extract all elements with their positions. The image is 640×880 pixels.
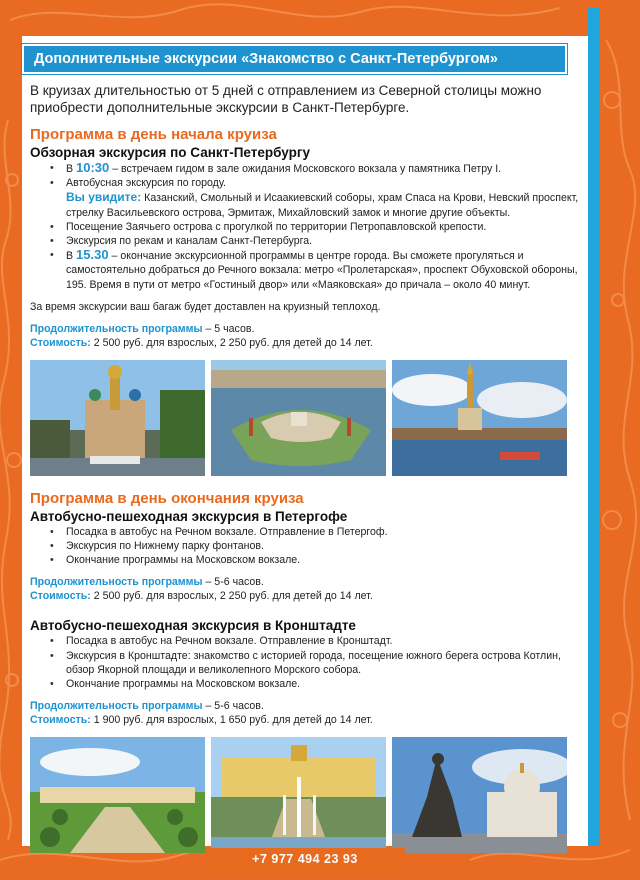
page-title: Дополнительные экскурсии «Знакомство с Санкт-Петербургом» (22, 44, 567, 74)
list-item: • Посадка в автобус на Речном вокзале. Отправление в Петергоф. (50, 525, 580, 539)
list-item: • Экскурсия по рекам и каналам Санкт-Петербурга. (50, 234, 580, 248)
peterhof-tour-list (50, 525, 580, 568)
peterhof-palace-fountains-photo (211, 737, 386, 853)
church-photo (30, 360, 205, 476)
intro-text: В круизах длительностью от 5 дней с отправлением из Северной столицы можно приобрести дополнительные экскурсии в Санкт-Петербурге. (30, 83, 542, 115)
list-item: • Посадка в автобус на Речном вокзале. Отправление в Кронштадт. (50, 634, 580, 648)
city-tour-title: Обзорная экскурсия по Санкт-Петербургу (30, 145, 310, 160)
list-item: • Посещение Заячьего острова с прогулкой по территории Петропавловской крепости. (50, 220, 580, 234)
kronstadt-tour-list (50, 634, 580, 691)
peterhof-park-photo (30, 737, 205, 853)
price-line: Стоимость: 2 500 руб. для взрослых, 2 250 руб. для детей до 14 лет. (30, 590, 373, 603)
start-program-heading: Программа в день начала круиза (30, 126, 277, 143)
end-photos-row (30, 737, 567, 853)
list-item: • В 10:30 – встречаем гидом в зале ожидания Московского вокзала у памятника Петру I. (50, 161, 580, 176)
duration-line: Продолжительность программы – 5-6 часов. (30, 576, 264, 589)
list-item: • Окончание программы на Московском вокзале. (50, 677, 580, 691)
start-time: 10:30 (76, 160, 110, 175)
luggage-note: За время экскурсии ваш багаж будет доставлен на круизный теплоход. (30, 300, 381, 313)
end-program-heading: Программа в день окончания круиза (30, 489, 304, 507)
list-item: • Экскурсия в Кронштадте: знакомство с историей города, посещение южного берега острова Котлин, обзор Якорной площади и великолепного Морского собора. (50, 649, 580, 677)
spit-of-vasilyevsky-photo (211, 360, 386, 476)
list-item: • Экскурсия по Нижнему парку фонтанов. (50, 539, 580, 553)
main-content (30, 82, 580, 853)
list-item: • Автобусная экскурсия по городу. Вы увидите: Казанский, Смольный и Исаакиевский соборы, храм Спаса на Крови, Невский проспект, стрелку Васильевского острова, Эрмитаж, Михайловский замок и многие другие объекты. (50, 176, 580, 220)
kronstadt-cathedral-photo (392, 737, 567, 853)
price-line: Стоимость: 1 900 руб. для взрослых, 1 650 руб. для детей до 14 лет. (30, 714, 373, 727)
city-tour-list (50, 161, 580, 292)
side-accent-strip (588, 8, 600, 846)
list-item: • Окончание программы на Московском вокзале. (50, 553, 580, 567)
price-line: Стоимость: 2 500 руб. для взрослых, 2 250 руб. для детей до 14 лет. (30, 336, 373, 349)
kronstadt-tour-title: Автобусно-пешеходная экскурсия в Кронштадте (30, 618, 356, 634)
contact-phone[interactable]: +7 977 494 23 93 (205, 848, 405, 870)
duration-line: Продолжительность программы – 5 часов. (30, 322, 255, 335)
list-item: • В 15.30 – окончание экскурсионной программы в центре города. Вы сможете прогуляться и самостоятельно добраться до Речного вокзала: метро «Пролетарская», проспект Обуховской обороны, 195. Время в пути от метро «Гостиный двор» или «Маяковская» до причала – около 40 минут. (50, 248, 580, 292)
duration-line: Продолжительность программы – 5-6 часов. (30, 700, 264, 713)
peter-paul-fortress-photo (392, 360, 567, 476)
see-label: Вы увидите: (66, 190, 142, 205)
peterhof-tour-title: Автобусно-пешеходная экскурсия в Петергофе (30, 508, 348, 524)
start-photos-row (30, 360, 567, 476)
end-time: 15.30 (76, 247, 109, 263)
